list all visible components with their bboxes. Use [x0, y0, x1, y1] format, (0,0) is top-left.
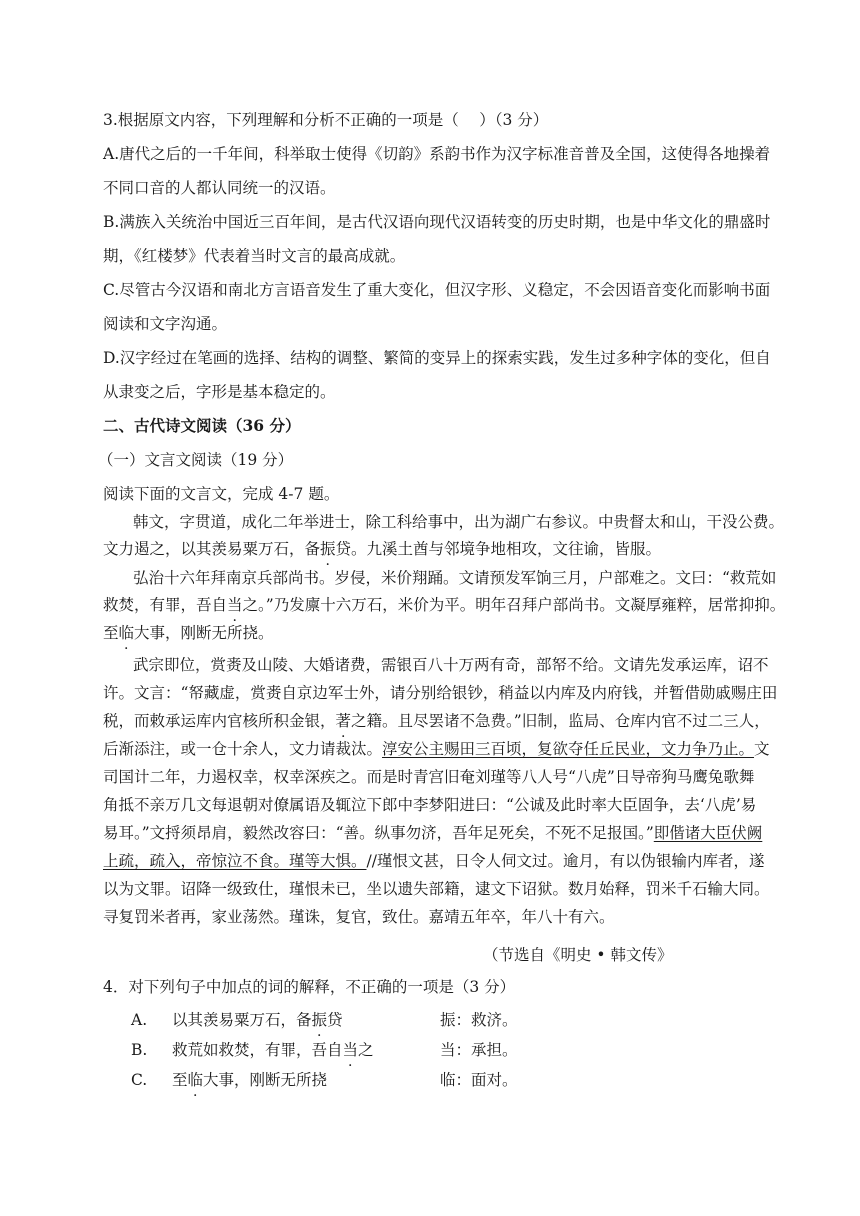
underlined-sentence: 即偕诸大臣伏阙	[653, 824, 763, 842]
dotted-char: 振	[320, 540, 336, 558]
passage-p2-line2: 救焚，有罪，吾自当之。”乃发廪十六万石，米价为平。明年召拜户部尚书。文凝厚雍粹，居常抑抑。	[103, 596, 786, 614]
q3-option-b-line1: B.满族入关统治中国近三百年间，是古代汉语向现代汉语转变的历史时期，也是中华文化的鼎盛时	[103, 213, 771, 231]
passage-p3-line2: 许。文言：“帑藏虚，赏赉自京边军士外，请分别给银钞，稍益以内库及内府钱，并暂借勋戚赐庄田	[103, 684, 778, 702]
option-letter: A.	[131, 1011, 148, 1029]
passage-source: （节选自《明史 • 韩文传》	[483, 946, 673, 964]
passage-p2-line3: 至临大事，刚断无所挠。	[103, 624, 274, 642]
q3-option-c-line2: 阅读和文字沟通。	[103, 315, 228, 333]
passage-p2-line1: 弘治十六年拜南京兵部尚书。岁侵，米价翔踊。文请预发军饷三月，户部难之。文曰：“救荒如	[133, 569, 777, 587]
underlined-sentence: 淳安公主赐田三百顷，复欲夺任丘民业，文力争乃止。	[382, 740, 755, 758]
q3-option-d-line1: D.汉字经过在笔画的选择、结构的调整、繁简的变异上的探索实践，发生过多种字体的变化，但自	[103, 349, 771, 367]
passage-p3-line10: 寻复罚米者再，家业荡然。瑾诛，复官，致仕。嘉靖五年卒，年八十有六。	[103, 908, 615, 926]
option-explanation: 振：救济。	[440, 1011, 518, 1029]
passage-p1-line2: 文力遏之，以其羡易粟万石，备振贷。九溪土酋与邻境争地相攻，文往谕，皆服。	[103, 540, 662, 558]
option-letter: B.	[131, 1041, 148, 1059]
option-sentence: 以其羡易粟万石，备振贷	[172, 1011, 343, 1029]
q3-option-b-line2: 期，《红楼梦》代表着当时文言的最高成就。	[103, 247, 406, 265]
option-letter: C.	[131, 1071, 148, 1089]
underlined-sentence: 上疏，疏入，帝惊泣不食。瑾等大惧。	[103, 852, 367, 870]
option-explanation: 当：承担。	[440, 1041, 518, 1059]
option-sentence: 至临大事，刚断无所挠	[172, 1071, 328, 1089]
q3-option-c-line1: C.尽管古今汉语和南北方言语音发生了重大变化，但汉字形、义稳定，不会因语音变化而影响书面	[103, 281, 771, 299]
q3-option-a-line1: A.唐代之后的一千年间，科举取士使得《切韵》系韵书作为汉字标准音普及全国，这使得各地操着	[103, 145, 771, 163]
passage-p3-line4: 后渐添注，或一仓十余人，文力请裁汰。淳安公主赐田三百顷，复欲夺任丘民业，文力争乃止。文	[103, 740, 770, 758]
passage-p3-line3: 税，而敕承运库内官核所积金银，著之籍。且尽罢诸不急费。”旧制，监局、仓库内官不过二三人，	[103, 712, 770, 730]
option-sentence: 救荒如救焚，有罪，吾自当之	[172, 1041, 374, 1059]
q4-stem: 4．对下列句子中加点的词的解释，不正确的一项是（3 分）	[103, 978, 516, 996]
q3-stem: 3.根据原文内容，下列理解和分析不正确的一项是（ ）（3 分）	[103, 111, 549, 129]
passage-p3-line5: 司国计二年，力遏权幸，权幸深疾之。而是时青宫旧奄刘瑾等八人号“八虎”日导帝狗马鹰兔歌舞	[103, 768, 755, 786]
dotted-char: 振	[311, 1011, 328, 1029]
option-explanation: 临：面对。	[440, 1071, 518, 1089]
passage-p3-line8: 上疏，疏入，帝惊泣不食。瑾等大惧。//瑾恨文甚，日令人伺文过。逾月，有以伪银输内库者，遂	[103, 852, 765, 870]
dotted-char: 临	[118, 624, 135, 642]
q3-option-a-line2: 不同口音的人都认同统一的汉语。	[103, 179, 336, 197]
passage-p3-line6: 角抵不亲万几文每退朝对僚属语及辄泣下郎中李梦阳进曰：“公诚及此时率大臣固争，去‘八虎’易	[103, 796, 757, 814]
q3-option-d-line2: 从隶变之后，字形是基本稳定的。	[103, 383, 336, 401]
dotted-char: 当	[342, 1041, 359, 1059]
section-title: 二、古代诗文阅读（36 分）	[103, 416, 301, 435]
passage-p3-line1: 武宗即位，赏赉及山陵、大婚诸费，需银百八十万两有奇，部帑不给。文请先发承运库，诏不	[133, 656, 769, 674]
passage-p1-line1: 韩文，字贯道，成化二年举进士，除工科给事中，出为湖广右参议。中贵督太和山，干没公费。	[133, 513, 785, 531]
instruction: 阅读下面的文言文，完成 4-7 题。	[103, 485, 340, 503]
passage-p3-line7: 易耳。”文捋须昂肩，毅然改容曰：“善。纵事勿济，吾年足死矣，不死不足报国。”即偕诸大臣伏阙	[103, 824, 763, 842]
dotted-char: 临	[187, 1071, 204, 1089]
passage-p3-line9: 以为文罪。诏降一级致仕，瑾恨未已，坐以遗失部籍，逮文下诏狱。数月始释，罚米千石输大同。	[103, 880, 770, 898]
subsection-title: （一）文言文阅读（19 分）	[98, 451, 294, 469]
dotted-char: 著	[335, 712, 352, 730]
dotted-char: 当	[227, 596, 243, 614]
